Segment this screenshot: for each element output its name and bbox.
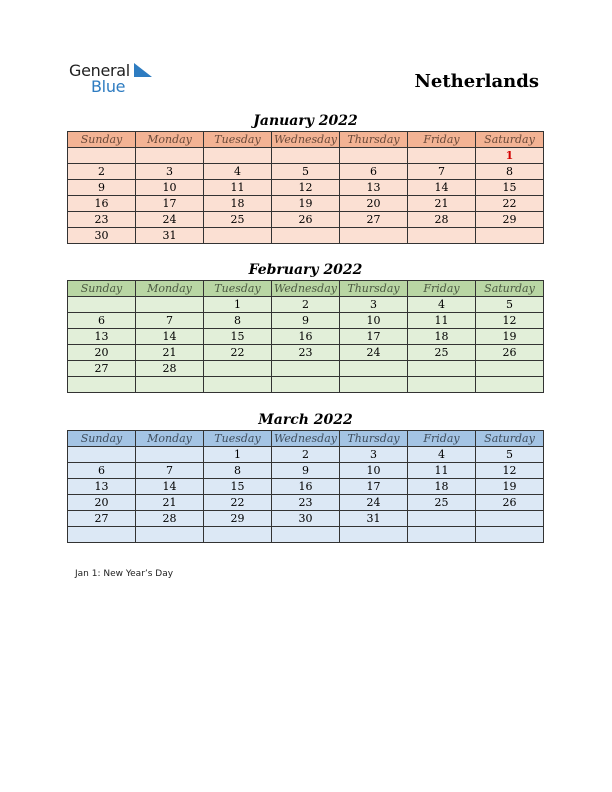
month-march <box>67 410 544 543</box>
week-row <box>68 479 544 495</box>
weekday-header: Thursday <box>340 281 408 297</box>
weekday-header: Monday <box>136 132 204 148</box>
day-cell <box>340 148 408 164</box>
day-cell <box>476 228 544 244</box>
day-cell <box>204 377 272 393</box>
day-cell <box>272 148 340 164</box>
day-cell: 12 <box>272 180 340 196</box>
day-cell: 3 <box>340 297 408 313</box>
week-row <box>68 212 544 228</box>
day-cell: 6 <box>68 463 136 479</box>
day-cell <box>68 527 136 543</box>
day-cell: 17 <box>340 479 408 495</box>
day-cell: 4 <box>408 447 476 463</box>
weekday-header: Saturday <box>476 431 544 447</box>
day-cell <box>272 377 340 393</box>
weekday-header: Saturday <box>476 132 544 148</box>
day-cell: 2 <box>68 164 136 180</box>
day-cell: 4 <box>204 164 272 180</box>
day-cell: 15 <box>204 329 272 345</box>
week-row <box>68 495 544 511</box>
day-cell: 8 <box>204 463 272 479</box>
week-row <box>68 361 544 377</box>
day-cell <box>340 377 408 393</box>
day-cell: 11 <box>408 463 476 479</box>
day-cell: 11 <box>408 313 476 329</box>
week-row <box>68 148 544 164</box>
day-cell <box>204 527 272 543</box>
holiday-notes: Jan 1: New Year’s Day <box>75 569 174 579</box>
day-cell: 2 <box>272 447 340 463</box>
day-cell: 18 <box>408 329 476 345</box>
day-cell: 1 <box>204 297 272 313</box>
weekday-header-row <box>68 132 544 148</box>
weekday-header: Friday <box>408 281 476 297</box>
logo-word-general: General <box>69 61 130 80</box>
week-row <box>68 180 544 196</box>
day-cell: 24 <box>136 212 204 228</box>
weekday-header: Tuesday <box>204 132 272 148</box>
day-cell: 22 <box>204 345 272 361</box>
day-cell: 19 <box>476 329 544 345</box>
logo-triangle-icon <box>134 63 152 77</box>
logo <box>69 61 169 97</box>
day-cell: 5 <box>272 164 340 180</box>
day-cell: 21 <box>408 196 476 212</box>
day-cell <box>136 447 204 463</box>
month-title: February 2022 <box>248 262 363 278</box>
day-cell: 24 <box>340 495 408 511</box>
day-cell: 25 <box>408 495 476 511</box>
week-row <box>68 463 544 479</box>
weekday-header: Friday <box>408 431 476 447</box>
day-cell <box>408 377 476 393</box>
day-cell: 21 <box>136 495 204 511</box>
day-cell: 14 <box>408 180 476 196</box>
day-cell: 12 <box>476 463 544 479</box>
weekday-header: Sunday <box>68 132 136 148</box>
week-row <box>68 329 544 345</box>
day-cell: 15 <box>204 479 272 495</box>
day-cell: 26 <box>476 495 544 511</box>
week-row <box>68 377 544 393</box>
day-cell: 28 <box>136 511 204 527</box>
day-cell: 18 <box>204 196 272 212</box>
week-row <box>68 345 544 361</box>
day-cell: 9 <box>272 313 340 329</box>
day-cell: 26 <box>272 212 340 228</box>
day-cell: 18 <box>408 479 476 495</box>
weekday-header: Wednesday <box>272 281 340 297</box>
day-cell: 3 <box>340 447 408 463</box>
week-row <box>68 511 544 527</box>
day-cell <box>340 527 408 543</box>
day-cell: 10 <box>340 463 408 479</box>
calendar-table <box>67 280 544 393</box>
month-february <box>67 260 544 393</box>
day-cell <box>340 228 408 244</box>
day-cell: 27 <box>68 361 136 377</box>
weekday-header: Thursday <box>340 431 408 447</box>
month-january <box>67 111 544 244</box>
day-cell: 29 <box>476 212 544 228</box>
day-cell: 20 <box>340 196 408 212</box>
week-row <box>68 228 544 244</box>
weekday-header: Friday <box>408 132 476 148</box>
day-cell: 21 <box>136 345 204 361</box>
day-cell <box>136 297 204 313</box>
day-cell <box>136 527 204 543</box>
weekday-header: Monday <box>136 281 204 297</box>
weekday-header: Thursday <box>340 132 408 148</box>
day-cell: 27 <box>340 212 408 228</box>
day-cell <box>476 361 544 377</box>
country-title: Netherlands <box>414 71 539 92</box>
day-cell: 8 <box>476 164 544 180</box>
week-row <box>68 297 544 313</box>
day-cell <box>204 228 272 244</box>
weekday-header: Sunday <box>68 431 136 447</box>
day-cell: 16 <box>68 196 136 212</box>
day-cell: 16 <box>272 479 340 495</box>
calendar-table <box>67 430 544 543</box>
day-cell: 6 <box>68 313 136 329</box>
day-cell: 15 <box>476 180 544 196</box>
weekday-header-row <box>68 281 544 297</box>
day-cell: 19 <box>272 196 340 212</box>
week-row <box>68 447 544 463</box>
day-cell: 29 <box>204 511 272 527</box>
day-cell: 20 <box>68 495 136 511</box>
day-cell <box>204 148 272 164</box>
day-cell: 2 <box>272 297 340 313</box>
month-title: January 2022 <box>253 113 358 129</box>
day-cell: 31 <box>340 511 408 527</box>
day-cell: 25 <box>408 345 476 361</box>
day-cell: 11 <box>204 180 272 196</box>
day-cell <box>68 377 136 393</box>
day-cell <box>204 361 272 377</box>
day-cell <box>68 447 136 463</box>
day-cell: 24 <box>340 345 408 361</box>
day-cell: 9 <box>68 180 136 196</box>
day-cell: 1 <box>204 447 272 463</box>
day-cell: 13 <box>340 180 408 196</box>
day-cell: 10 <box>136 180 204 196</box>
day-cell: 13 <box>68 479 136 495</box>
day-cell: 5 <box>476 297 544 313</box>
day-cell: 23 <box>272 495 340 511</box>
day-cell: 7 <box>136 313 204 329</box>
week-row <box>68 313 544 329</box>
day-cell: 22 <box>204 495 272 511</box>
weekday-header: Tuesday <box>204 431 272 447</box>
day-cell: 23 <box>68 212 136 228</box>
weekday-header: Saturday <box>476 281 544 297</box>
day-cell <box>340 361 408 377</box>
day-cell: 31 <box>136 228 204 244</box>
day-cell: 8 <box>204 313 272 329</box>
day-cell: 17 <box>136 196 204 212</box>
day-cell <box>272 527 340 543</box>
day-cell: 30 <box>68 228 136 244</box>
day-cell: 30 <box>272 511 340 527</box>
day-cell <box>408 511 476 527</box>
day-cell <box>476 377 544 393</box>
day-cell: 3 <box>136 164 204 180</box>
day-cell: 13 <box>68 329 136 345</box>
day-cell: 16 <box>272 329 340 345</box>
day-cell <box>408 148 476 164</box>
day-cell <box>408 361 476 377</box>
day-cell <box>408 228 476 244</box>
day-cell: 28 <box>136 361 204 377</box>
day-cell <box>68 297 136 313</box>
day-cell: 10 <box>340 313 408 329</box>
day-cell: 28 <box>408 212 476 228</box>
day-cell: 14 <box>136 479 204 495</box>
day-cell <box>408 527 476 543</box>
week-row <box>68 164 544 180</box>
day-cell: 20 <box>68 345 136 361</box>
day-cell: 25 <box>204 212 272 228</box>
day-cell: 1 <box>476 148 544 164</box>
day-cell: 27 <box>68 511 136 527</box>
weekday-header: Monday <box>136 431 204 447</box>
weekday-header-row <box>68 431 544 447</box>
day-cell: 4 <box>408 297 476 313</box>
day-cell <box>136 148 204 164</box>
day-cell <box>476 511 544 527</box>
day-cell: 14 <box>136 329 204 345</box>
day-cell <box>136 377 204 393</box>
day-cell: 19 <box>476 479 544 495</box>
day-cell: 26 <box>476 345 544 361</box>
weekday-header: Tuesday <box>204 281 272 297</box>
day-cell: 6 <box>340 164 408 180</box>
day-cell <box>68 148 136 164</box>
day-cell: 17 <box>340 329 408 345</box>
day-cell <box>272 361 340 377</box>
day-cell: 7 <box>408 164 476 180</box>
day-cell <box>272 228 340 244</box>
day-cell: 23 <box>272 345 340 361</box>
week-row <box>68 527 544 543</box>
day-cell: 5 <box>476 447 544 463</box>
day-cell: 7 <box>136 463 204 479</box>
calendar-table <box>67 131 544 244</box>
weekday-header: Wednesday <box>272 431 340 447</box>
weekday-header: Sunday <box>68 281 136 297</box>
day-cell: 22 <box>476 196 544 212</box>
month-title: March 2022 <box>258 412 353 428</box>
weekday-header: Wednesday <box>272 132 340 148</box>
logo-word-blue: Blue <box>91 77 126 96</box>
day-cell: 9 <box>272 463 340 479</box>
day-cell <box>476 527 544 543</box>
week-row <box>68 196 544 212</box>
day-cell: 12 <box>476 313 544 329</box>
